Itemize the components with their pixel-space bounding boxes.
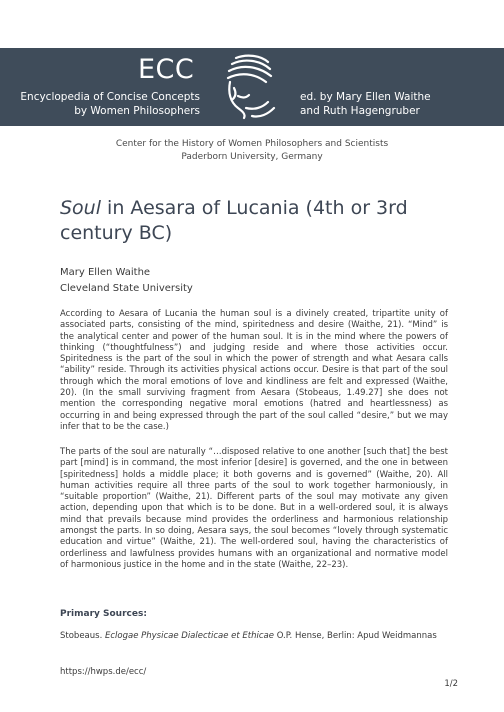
- source-publisher: O.P. Hense, Berlin: Apud Weidmannas: [274, 631, 437, 641]
- institution-location: Paderborn University, Germany: [181, 152, 323, 162]
- athena-helmet-head-icon: [216, 52, 282, 122]
- primary-source-entry: [60, 631, 460, 641]
- article-title-italic: Soul: [60, 197, 102, 219]
- source-title: Eclogae Physicae Dialecticae et Ethicae: [104, 631, 274, 641]
- article-title: [60, 196, 460, 245]
- encyclopedia-title-line2: by Women Philosophers: [74, 105, 200, 117]
- body-paragraph-1: According to Aesara of Lucania the human soul is a divinely created, tripartite unity of associated parts, consisting of the mind, spiritedness and desire (Waithe, 21). “Mind” is the analytical center and power of the human soul. It is in the mind where the powers of thinking (“thoughtfulness”) and judging reside and where those activities occur. Spiritedness is the part of the soul in which the power of strength and what Aesara calls “ability” reside. Through its activities physical actions occur. Desire is that part of the soul through which the moral emotions of love and kindliness are felt and expressed (Waithe, 20). (In the small surviving fragment from Aesara (Stobeaus, 1.49.27] she does not mention the corresponding negative moral emotions (hatred and heartlessness) as occurring in and being expressed through the part of the soul called “desire,” but we may infer that to be the case.): [60, 309, 448, 432]
- article-title-rest: in Aesara of Lucania (4th or 3rd century BC): [60, 197, 408, 244]
- editors-line2: and Ruth Hagengruber: [300, 105, 420, 117]
- author-name: Mary Ellen Waithe: [60, 267, 151, 278]
- footer-url-link[interactable]: https://hwps.de/ecc/: [60, 667, 147, 677]
- institution-name: Center for the History of Women Philosophers and Scientists: [115, 139, 389, 149]
- primary-sources-heading: Primary Sources:: [60, 609, 147, 619]
- page-number: 1/2: [444, 679, 458, 689]
- source-author: Stobeaus.: [60, 631, 105, 641]
- encyclopedia-title-line1: Encyclopedia of Concise Concepts: [20, 91, 200, 103]
- ecc-acronym: ECC: [138, 54, 195, 85]
- editors-line1: ed. by Mary Ellen Waithe: [300, 91, 431, 103]
- author-affiliation: Cleveland State University: [60, 283, 193, 294]
- body-paragraph-2: The parts of the soul are naturally “…disposed relative to one another [such that] the best part [mind] is in command, the most inferior [desire] is governed, and the one in between [spiritedness] holds a middle place; it both governs and is governed” (Waithe, 20). All human activities require all three parts of the soul to work together harmoniously, in “suitable proportion” (Waithe, 21). Different parts of the soul may motivate any given action, depending upon that which is to be done. But in a well-ordered soul, it is always mind that prevails because mind provides the orderliness and harmonious relationship amongst the parts. In so doing, Aesara says, the soul becomes “lovely through systematic education and virtue” (Waithe, 21). The well-ordered soul, having the characteristics of orderliness and lawfulness provides humans with an organizational and normative model of harmonious justice in the home and in the state (Waithe, 22–23).: [60, 447, 448, 570]
